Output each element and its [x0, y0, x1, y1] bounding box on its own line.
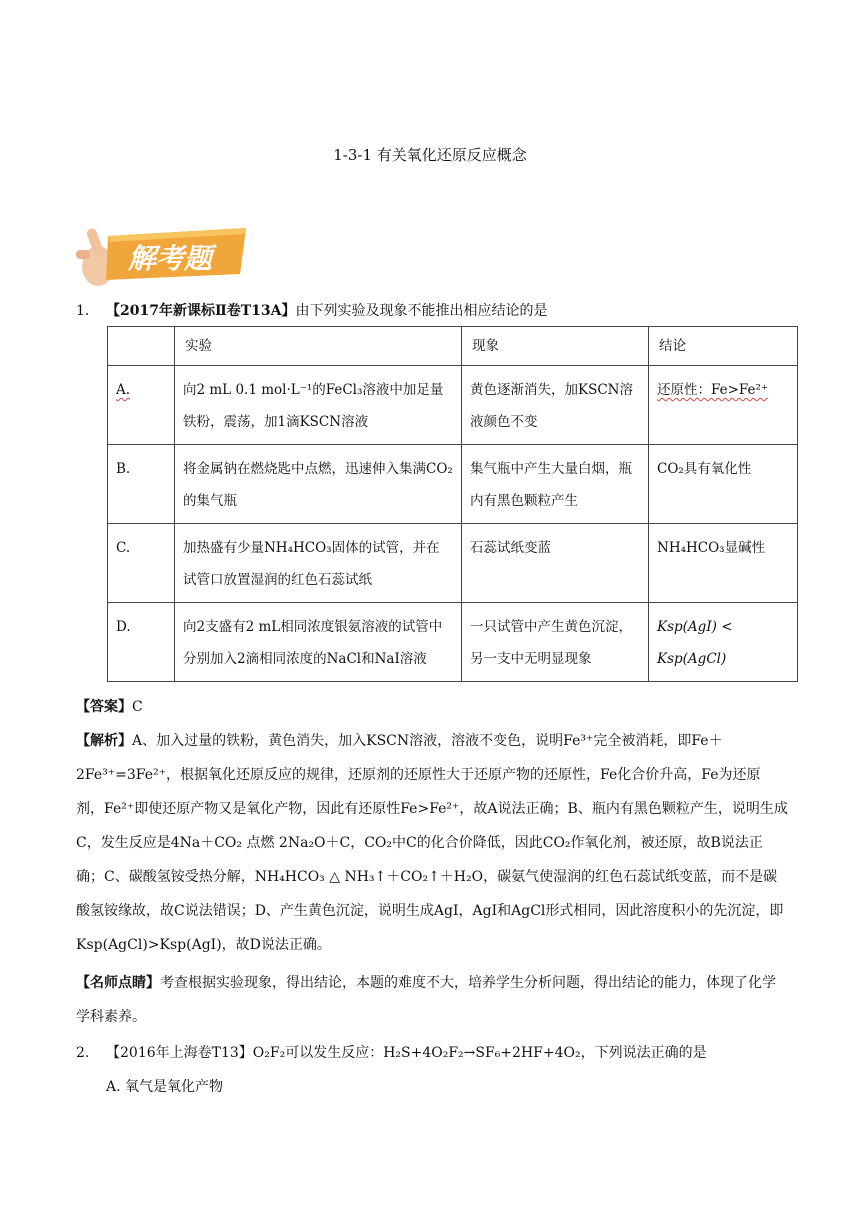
section-badge — [76, 222, 252, 290]
question-1 — [76, 300, 806, 322]
question-stem: O₂F₂可以发生反应：H₂S+4O₂F₂→SF₆+2HF+4O₂，下列说法正确的是 — [252, 1045, 707, 1061]
row-label: C. — [108, 524, 175, 603]
question-stem: 由下列实验及现象不能推出相应结论的是 — [295, 303, 548, 319]
header-cell: 现象 — [462, 327, 649, 366]
table-header-row — [108, 327, 798, 366]
experiment-cell: 向2支盛有2 mL相同浓度银氨溶液的试管中分别加入2滴相同浓度的NaCl和NaI溶液 — [175, 603, 462, 682]
row-label: A. — [116, 382, 131, 398]
teacher-note-label: 【名师点睛】 — [76, 975, 160, 991]
analysis-label: 【解析】 — [76, 733, 132, 749]
page-title: 1-3-1 有关氧化还原反应概念 — [333, 146, 527, 164]
header-cell: 结论 — [649, 327, 798, 366]
question-number: 2. — [76, 1045, 90, 1061]
phenomenon-cell: 一只试管中产生黄色沉淀，另一支中无明显现象 — [462, 603, 649, 682]
phenomenon-cell: 石蕊试纸变蓝 — [462, 524, 649, 603]
analysis — [76, 724, 788, 962]
conclusion-cell: Ksp(AgI) < Ksp(AgCl) — [649, 603, 798, 682]
table-row — [108, 603, 798, 682]
experiment-cell: 将金属钠在燃烧匙中点燃，迅速伸入集满CO₂的集气瓶 — [175, 445, 462, 524]
teacher-note — [76, 966, 788, 1034]
experiment-table — [107, 326, 798, 682]
analysis-text: A、加入过量的铁粉，黄色消失，加入KSCN溶液，溶液不变色，说明Fe³⁺完全被消耗，即Fe＋2Fe³⁺=3Fe²⁺，根据氧化还原反应的规律，还原剂的还原性大于还原产物的还原性，Fe化合价升高，Fe为还原剂，Fe²⁺即使还原产物又是氧化产物，因此有还原性Fe>Fe²⁺，故A说法正确；B、瓶内有黑色颗粒产生，说明生成C，发生反应是4Na＋CO₂ 点燃 2Na₂O＋C，CO₂中C的化合价降低，因此CO₂作氧化剂，被还原，故B说法正确；C、碳酸氢铵受热分解，NH₄HCO₃ △ NH₃↑＋CO₂↑＋H₂O，碳氨气使湿润的红色石蕊试纸变蓝，而不是碳酸氢铵缘故，故C说法错误；D、产生黄色沉淀，说明生成AgI，AgI和AgCl形式相同，因此溶度积小的先沉淀，即Ksp(AgCl)>Ksp(AgI)，故D说法正确。 — [76, 733, 788, 953]
row-label: D. — [108, 603, 175, 682]
question-2 — [76, 1036, 788, 1104]
teacher-note-text: 考查根据实验现象，得出结论，本题的难度不大，培养学生分析问题，得出结论的能力，体现了化学学科素养。 — [76, 975, 776, 1025]
phenomenon-cell: 黄色逐渐消失，加KSCN溶液颜色不变 — [462, 366, 649, 445]
option-a: A. 氧气是氧化产物 — [106, 1079, 224, 1095]
question-source: 【2017年新课标Ⅱ卷T13A】 — [106, 303, 296, 319]
hand-pointing-icon — [76, 222, 252, 290]
table-row — [108, 524, 798, 603]
badge-text: 解考题 — [128, 242, 213, 275]
answer — [76, 690, 788, 724]
row-label: B. — [108, 445, 175, 524]
table-row — [108, 366, 798, 445]
conclusion-cell: 还原性：Fe>Fe²⁺ — [657, 382, 769, 398]
answer-value: C — [132, 699, 143, 715]
experiment-cell: 加热盛有少量NH₄HCO₃固体的试管，并在试管口放置湿润的红色石蕊试纸 — [175, 524, 462, 603]
conclusion-cell: CO₂具有氧化性 — [649, 445, 798, 524]
header-cell: 实验 — [175, 327, 462, 366]
experiment-cell: 向2 mL 0.1 mol·L⁻¹的FeCl₃溶液中加足量铁粉，震荡，加1滴KSCN溶液 — [175, 366, 462, 445]
table-row — [108, 445, 798, 524]
conclusion-cell: NH₄HCO₃显碱性 — [649, 524, 798, 603]
header-cell — [108, 327, 175, 366]
answer-label: 【答案】 — [76, 699, 132, 715]
phenomenon-cell: 集气瓶中产生大量白烟，瓶内有黑色颗粒产生 — [462, 445, 649, 524]
question-number: 1. — [76, 303, 90, 319]
question-source: 【2016年上海卷T13】 — [106, 1045, 253, 1061]
